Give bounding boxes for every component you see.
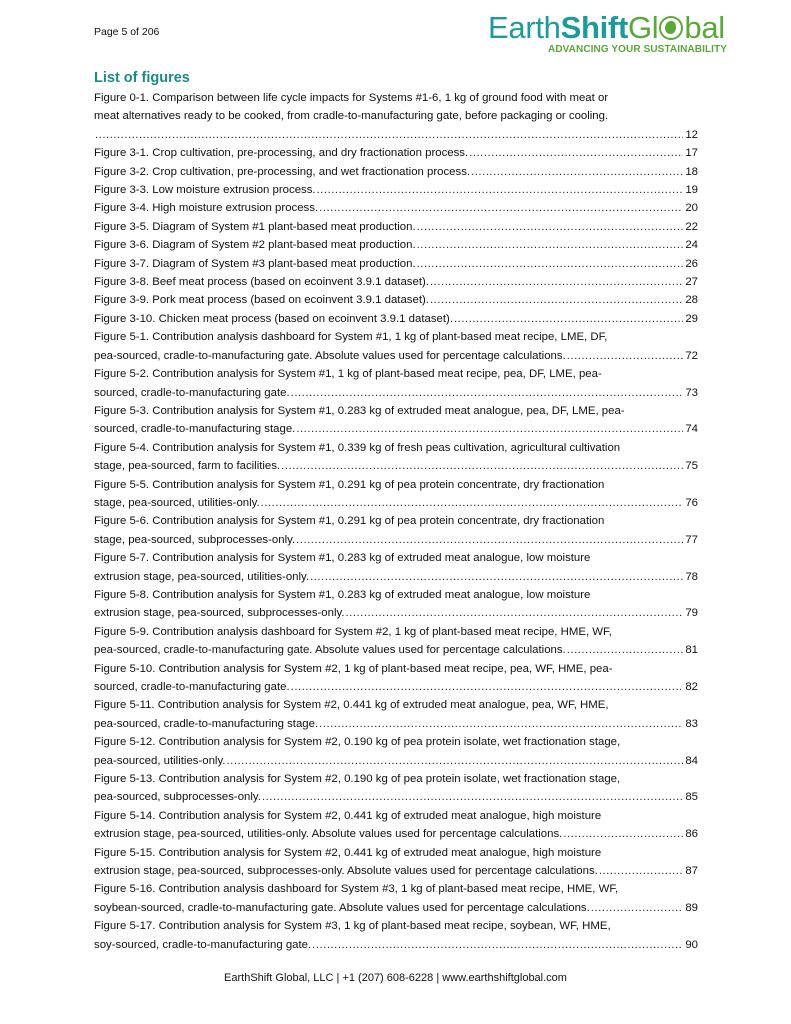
dot-leader <box>319 199 683 217</box>
globe-icon <box>659 16 683 40</box>
figure-list-item[interactable] <box>94 770 698 807</box>
dot-leader <box>430 273 683 291</box>
figure-entry-text: Figure 5-5. Contribution analysis for System #1, 0.291 kg of pea protein concentrate, dry fractionation <box>94 478 605 491</box>
figure-entry-leader-line <box>94 347 698 365</box>
figure-entry-text: Figure 5-3. Contribution analysis for System #1, 0.283 kg of extruded meat analogue, pea, DF, LME, pea- <box>94 404 625 417</box>
dot-leader <box>591 899 684 917</box>
dot-leader <box>262 788 683 806</box>
figure-page-number: 26 <box>685 257 698 270</box>
figure-list-item[interactable] <box>94 844 698 881</box>
figure-page-number: 29 <box>685 312 698 325</box>
figure-entry-text: Figure 5-6. Contribution analysis for System #1, 0.291 kg of pea protein concentrate, dry fractionation <box>94 515 605 528</box>
dot-leader <box>310 568 683 586</box>
figure-page-number: 73 <box>685 386 698 399</box>
dot-leader <box>226 752 683 770</box>
figure-entry-leader-line <box>94 604 698 622</box>
figure-entry-leader-line <box>94 181 698 199</box>
figure-entry-leader-line <box>94 291 698 309</box>
dot-leader <box>312 936 683 954</box>
dot-leader <box>417 255 684 273</box>
figure-entry-leader-line <box>94 788 698 806</box>
figure-entry-leader-line <box>94 862 698 880</box>
figure-list-item[interactable] <box>94 365 698 402</box>
figure-page-number: 89 <box>685 901 698 914</box>
figure-entry-text: extrusion stage, pea-sourced, utilities-only. <box>94 570 310 583</box>
figure-entry-leader-line <box>94 236 698 254</box>
figure-entry-text: Figure 3-7. Diagram of System #3 plant-based meat production. <box>94 257 416 270</box>
figure-entry-text: soybean-sourced, cradle-to-manufacturing gate. Absolute values used for percentage calculations. <box>94 901 590 914</box>
figure-list-item[interactable] <box>94 402 698 439</box>
figure-page-number: 72 <box>685 349 698 362</box>
figure-entry-leader-line <box>94 255 698 273</box>
figure-page-number: 20 <box>685 202 698 215</box>
figure-entry-text: extrusion stage, pea-sourced, subprocesses-only. <box>94 607 345 620</box>
figure-page-number: 27 <box>685 276 698 289</box>
dot-leader <box>95 126 683 144</box>
figure-page-number: 76 <box>685 496 698 509</box>
figure-entry-leader-line <box>94 531 698 549</box>
figure-page-number: 83 <box>685 717 698 730</box>
figure-page-number: 90 <box>685 938 698 951</box>
figure-entry-text: soy-sourced, cradle-to-manufacturing gate. <box>94 938 312 951</box>
figure-entry-text: pea-sourced, cradle-to-manufacturing gate. Absolute values used for percentage calculations. <box>94 349 566 362</box>
figure-entry-leader-line <box>94 126 698 144</box>
figure-list-item[interactable] <box>94 733 698 770</box>
figure-page-number: 85 <box>685 791 698 804</box>
logo-global-end: bal <box>684 10 725 45</box>
figure-entry-text: Figure 5-10. Contribution analysis for System #2, 1 kg of plant-based meat recipe, pea, WF, HME, pea- <box>94 662 613 675</box>
dot-leader <box>296 420 683 438</box>
dot-leader <box>430 291 683 309</box>
figure-entry-text: Figure 5-8. Contribution analysis for System #1, 0.283 kg of extruded meat analogue, low moisture <box>94 588 591 601</box>
figure-entry-text: sourced, cradle-to-manufacturing gate. <box>94 681 290 693</box>
figure-page-number: 87 <box>685 865 698 878</box>
figure-page-number: 22 <box>685 220 698 233</box>
figure-entry-leader-line <box>94 752 698 770</box>
dot-leader <box>567 641 684 659</box>
list-of-figures-heading: List of figures <box>94 70 190 86</box>
figure-entry-leader-line <box>94 899 698 917</box>
dot-leader <box>417 236 684 254</box>
figure-entry-text: Figure 5-7. Contribution analysis for System #1, 0.283 kg of extruded meat analogue, low moisture <box>94 552 591 565</box>
figure-page-number: 86 <box>685 828 698 841</box>
figure-list-item[interactable] <box>94 807 698 844</box>
dot-leader <box>471 163 683 181</box>
dot-leader <box>454 310 683 328</box>
figure-entry-leader-line <box>94 715 698 733</box>
figure-entry-text: Figure 3-3. Low moisture extrusion process. <box>94 184 316 197</box>
figure-list-item[interactable] <box>94 549 698 586</box>
figure-entry-leader-line <box>94 144 698 162</box>
figure-page-number: 82 <box>685 681 698 693</box>
figure-list-item[interactable] <box>94 273 698 291</box>
figure-entry-text: Figure 3-9. Pork meat process (based on ecoinvent 3.9.1 dataset). <box>94 294 429 307</box>
figure-entry-text: Figure 3-6. Diagram of System #2 plant-based meat production. <box>94 239 416 252</box>
figure-page-number: 75 <box>685 460 698 473</box>
figure-list-item[interactable] <box>94 328 698 365</box>
figure-entry-text: Figure 5-15. Contribution analysis for System #2, 0.441 kg of extruded meat analogue, high moisture <box>94 846 602 859</box>
figure-entry-text: Figure 5-13. Contribution analysis for System #2, 0.190 kg of pea protein isolate, wet fractionation stage, <box>94 773 621 786</box>
figure-entry-text: Figure 0-1. Comparison between life cycle impacts for Systems #1-6, 1 kg of ground food with meat or <box>94 92 609 104</box>
figure-entry-text: Figure 5-16. Contribution analysis dashboard for System #3, 1 kg of plant-based meat recipe, HME, WF, <box>94 883 619 896</box>
figure-entry-leader-line <box>94 936 698 954</box>
figure-list-item[interactable] <box>94 218 698 236</box>
earthshift-logo <box>488 10 778 56</box>
figure-page-number: 12 <box>685 128 698 141</box>
figure-page-number: 18 <box>685 165 698 178</box>
figure-entry-text: pea-sourced, subprocesses-only. <box>94 791 261 804</box>
figure-list-item[interactable] <box>94 623 698 660</box>
figure-page-number: 79 <box>685 607 698 620</box>
figure-list <box>94 89 698 954</box>
figure-list-item[interactable] <box>94 199 698 217</box>
figure-list-item[interactable] <box>94 917 698 954</box>
figure-entry-text: Figure 3-10. Chicken meat process (based on ecoinvent 3.9.1 dataset). <box>94 312 454 325</box>
figure-list-item[interactable] <box>94 586 698 623</box>
figure-list-item[interactable] <box>94 696 698 733</box>
logo-earth: Earth <box>488 10 561 45</box>
figure-page-number: 74 <box>685 423 698 436</box>
figure-entry-leader-line <box>94 825 698 843</box>
dot-leader <box>417 218 684 236</box>
figure-entry-leader-line <box>94 568 698 586</box>
dot-leader <box>261 494 684 512</box>
page-number: Page 5 of 206 <box>94 26 160 38</box>
figure-list-item[interactable] <box>94 291 698 309</box>
figure-page-number: 19 <box>685 184 698 197</box>
figure-entry-text: extrusion stage, pea-sourced, subprocesses-only. Absolute values used for percentage calculations. <box>94 865 598 878</box>
figure-list-item[interactable] <box>94 163 698 181</box>
figure-entry-text: Figure 5-9. Contribution analysis dashboard for System #2, 1 kg of plant-based meat recipe, HME, WF, <box>94 625 612 638</box>
figure-entry-text: pea-sourced, cradle-to-manufacturing stage. <box>94 717 319 730</box>
figure-entry-text: Figure 3-8. Beef meat process (based on ecoinvent 3.9.1 dataset). <box>94 276 429 289</box>
page-footer: EarthShift Global, LLC | +1 (207) 608-6228 | www.earthshiftglobal.com <box>224 972 567 984</box>
figure-page-number: 81 <box>685 644 698 657</box>
figure-list-item[interactable] <box>94 660 698 697</box>
figure-entry-text: Figure 5-14. Contribution analysis for System #2, 0.441 kg of extruded meat analogue, high moisture <box>94 809 602 822</box>
figure-entry-text: Figure 5-11. Contribution analysis for System #2, 0.441 kg of extruded meat analogue, pea, WF, HME, <box>94 699 609 712</box>
figure-page-number: 24 <box>685 239 698 252</box>
figure-entry-text: Figure 5-1. Contribution analysis dashboard for System #1, 1 kg of plant-based meat recipe, LME, DF, <box>94 331 608 344</box>
figure-entry-text: sourced, cradle-to-manufacturing gate. <box>94 386 290 399</box>
figure-entry-leader-line <box>94 273 698 291</box>
figure-entry-leader-line <box>94 420 698 438</box>
dot-leader <box>599 862 684 880</box>
dot-leader <box>346 604 684 622</box>
figure-list-item[interactable] <box>94 181 698 199</box>
logo-global-start: Gl <box>627 10 659 45</box>
figure-entry-leader-line <box>94 457 698 475</box>
figure-entry-leader-line <box>94 310 698 328</box>
figure-entry-text: Figure 3-5. Diagram of System #1 plant-based meat production. <box>94 220 416 233</box>
dot-leader <box>563 825 683 843</box>
figure-entry-text: Figure 5-12. Contribution analysis for System #2, 0.190 kg of pea protein isolate, wet fractionation stage, <box>94 736 621 749</box>
figure-entry-leader-line <box>94 641 698 659</box>
figure-entry-text: sourced, cradle-to-manufacturing stage. <box>94 423 296 436</box>
figure-entry-leader-line <box>94 199 698 217</box>
figure-list-item[interactable] <box>94 144 698 162</box>
dot-leader <box>469 144 683 162</box>
figure-entry-text: Figure 3-4. High moisture extrusion process. <box>94 202 319 215</box>
figure-entry-text: pea-sourced, utilities-only. <box>94 754 226 767</box>
dot-leader <box>296 531 683 549</box>
figure-entry-text: Figure 5-17. Contribution analysis for System #3, 1 kg of plant-based meat recipe, soybean, WF, HME, <box>94 920 611 933</box>
figure-list-item[interactable] <box>94 236 698 254</box>
figure-list-item[interactable] <box>94 310 698 328</box>
figure-entry-leader-line <box>94 494 698 512</box>
logo-shift: Shift <box>560 10 628 45</box>
figure-entry-text: stage, pea-sourced, utilities-only. <box>94 496 260 509</box>
figure-entry-text: extrusion stage, pea-sourced, utilities-only. Absolute values used for percentage calculations. <box>94 828 563 841</box>
figure-entry-text: Figure 5-4. Contribution analysis for System #1, 0.339 kg of fresh peas cultivation, agricultural cultivation <box>94 441 621 454</box>
figure-list-item[interactable] <box>94 89 698 144</box>
figure-list-item[interactable] <box>94 439 698 476</box>
figure-entry-text: Figure 5-2. Contribution analysis for System #1, 1 kg of plant-based meat recipe, pea, DF, LME, pea- <box>94 368 602 381</box>
figure-page-number: 78 <box>685 570 698 583</box>
dot-leader <box>319 715 683 733</box>
figure-entry-leader-line <box>94 678 698 696</box>
dot-leader <box>291 678 684 696</box>
figure-entry-leader-line <box>94 384 698 402</box>
logo-tagline: ADVANCING YOUR SUSTAINABILITY <box>548 44 728 55</box>
dot-leader <box>281 457 683 475</box>
figure-entry-text: pea-sourced, cradle-to-manufacturing gate. Absolute values used for percentage calculations. <box>94 644 566 657</box>
figure-entry-leader-line <box>94 163 698 181</box>
figure-page-number: 77 <box>685 533 698 546</box>
dot-leader <box>317 181 684 199</box>
figure-page-number: 84 <box>685 754 698 767</box>
figure-entry-text: stage, pea-sourced, subprocesses-only. <box>94 533 296 546</box>
figure-entry-text: Figure 3-2. Crop cultivation, pre-processing, and wet fractionation process. <box>94 165 471 178</box>
dot-leader <box>567 347 684 365</box>
figure-entry-text: stage, pea-sourced, farm to facilities. <box>94 460 281 473</box>
figure-list-item[interactable] <box>94 512 698 549</box>
figure-list-item[interactable] <box>94 255 698 273</box>
figure-entry-leader-line <box>94 218 698 236</box>
figure-entry-text: Figure 3-1. Crop cultivation, pre-processing, and dry fractionation process. <box>94 147 469 160</box>
figure-list-item[interactable] <box>94 476 698 513</box>
figure-page-number: 17 <box>685 147 698 160</box>
figure-list-item[interactable] <box>94 880 698 917</box>
figure-page-number: 28 <box>685 294 698 307</box>
figure-entry-text: meat alternatives ready to be cooked, from cradle-to-manufacturing gate, before packaging or cooling. <box>94 110 609 123</box>
dot-leader <box>291 384 684 402</box>
